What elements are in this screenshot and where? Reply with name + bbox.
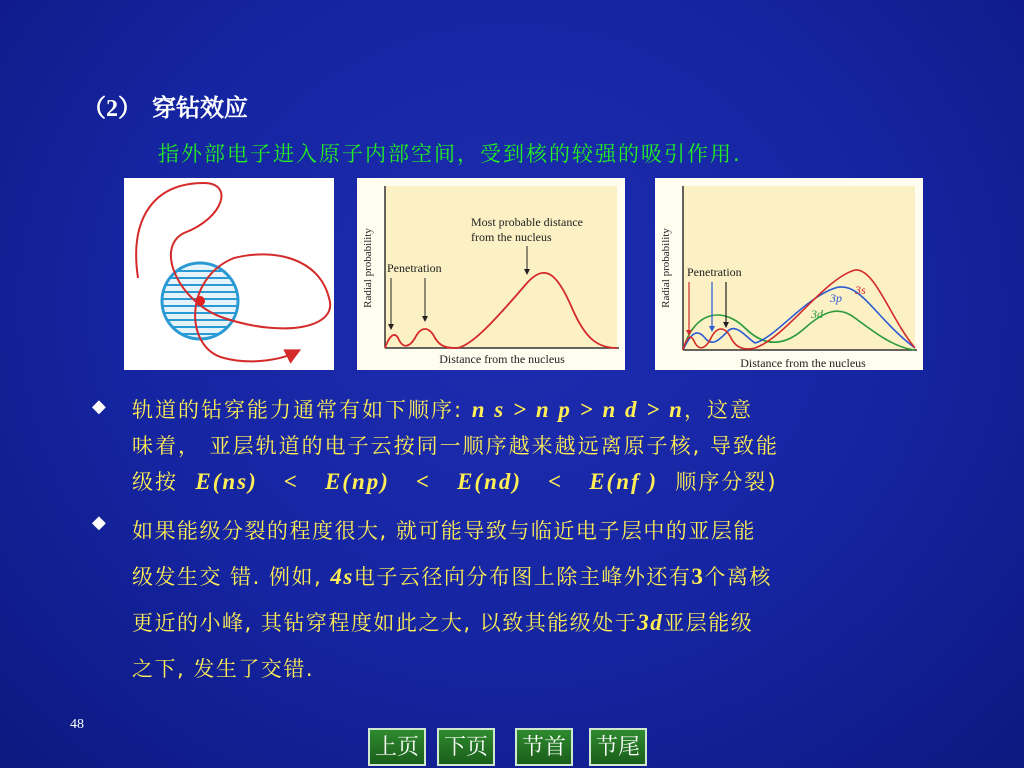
radial-probability-figure [357,178,625,370]
penetration-label: Penetration [687,265,742,279]
diamond-bullet-icon: ◆ [92,396,106,417]
prev-page-button[interactable]: 上页 [368,728,426,766]
bullet2-line2: 级发生交 错. 例如, 4s电子云径向分布图上除主峰外还有3个离核 [132,564,772,589]
bullet2-line3: 更近的小峰, 其钻穿程度如此之大, 以致其能级处于3d亚层能级 [132,610,754,635]
x-axis-label: Distance from the nucleus [740,356,866,370]
penetration-orbit-figure [124,178,334,370]
bullet-item-level-crossing [92,508,942,692]
bullet-list [92,392,942,692]
y-axis-label: Radial probability [660,228,672,308]
section-last-button[interactable]: 节尾 [589,728,647,766]
section-number: （2） [82,96,142,122]
radial-probability-3s3p3d-figure [655,178,923,370]
section-heading [82,88,248,123]
diamond-bullet-icon: ◆ [92,512,106,533]
label-3p: 3p [830,291,842,305]
bullet1-line1: 轨道的钻穿能力通常有如下顺序: n s > n p > n d > n，这意 [132,397,753,422]
bullet2-line1: 如果能级分裂的程度很大, 就可能导致与临近电子层中的亚层能 [132,519,756,543]
bullet1-line2: 味着， 亚层轨道的电子云按同一顺序越来越远离原子核, 导致能 [132,434,780,458]
label-3s: 3s [855,283,866,297]
label-3d: 3d [811,307,823,321]
most-probable-label-1: Most probable distance [471,215,583,229]
next-page-button[interactable]: 下页 [437,728,495,766]
y-axis-label: Radial probability [362,228,374,308]
section-first-button[interactable]: 节首 [515,728,573,766]
section-title: 穿钻效应 [152,94,248,122]
bullet-item-penetration-order [92,392,942,500]
most-probable-label-2: from the nucleus [471,230,552,244]
bullet1-line3: 级按 E(ns) < E(np) < E(nd) < E(nf ) 顺序分裂) [132,469,778,494]
definition-text: 指外部电子进入原子内部空间，受到核的较强的吸引作用. [158,142,742,166]
bullet2-line4: 之下, 发生了交错. [132,657,315,681]
page-number: 48 [70,717,84,732]
penetration-label: Penetration [387,261,442,275]
x-axis-label: Distance from the nucleus [439,352,565,366]
